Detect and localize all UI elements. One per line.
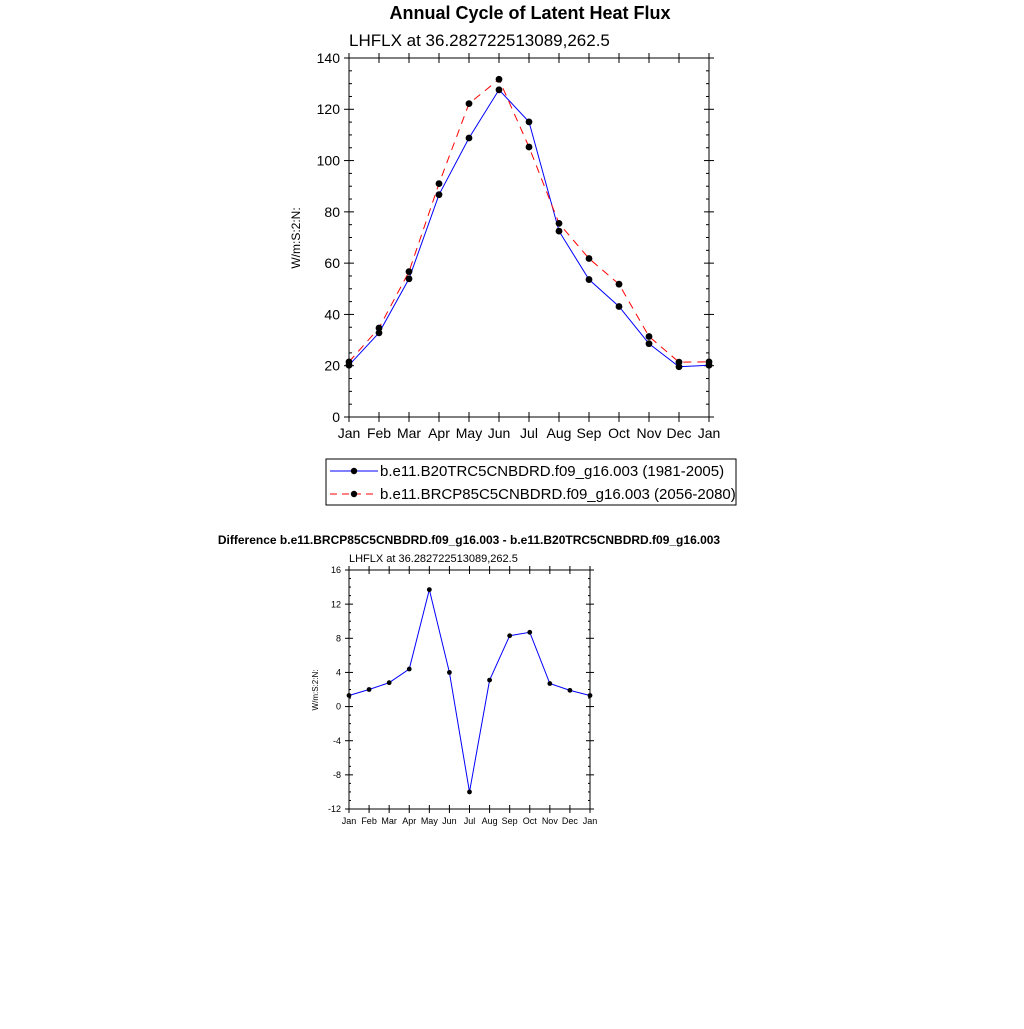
c2-y-tick-label: 4 (335, 667, 341, 678)
chart-difference (218, 533, 721, 826)
c2-series-line-0 (349, 590, 590, 792)
c1-y-tick-label: 0 (332, 408, 340, 425)
chart2-title: Difference b.e11.BRCP85C5CNBDRD.f09_g16.003 - b.e11.B20TRC5CNBDRD.f09_g16.003 (217, 533, 721, 547)
chart2-plot-frame (349, 570, 590, 809)
c1-series-1-point (406, 268, 413, 275)
c1-series-1-point (646, 333, 653, 340)
c1-x-tick-label: May (455, 425, 483, 441)
c2-series-0-point (467, 790, 472, 795)
chart2-series (347, 587, 593, 794)
c2-series-0-point (427, 587, 432, 592)
c2-series-0-point (588, 693, 593, 698)
legend-marker-1 (351, 468, 357, 474)
c1-series-0-point (466, 135, 473, 142)
c2-series-0-point (547, 681, 552, 686)
c2-series-0-point (527, 630, 532, 635)
chart1-y-tick-labels (317, 50, 341, 425)
c2-series-0-point (367, 687, 372, 692)
c2-x-tick-label: Dec (561, 816, 578, 826)
c1-series-1-point (496, 76, 503, 83)
c2-x-tick-label: Sep (501, 816, 518, 826)
c2-series-0-point (447, 670, 452, 675)
legend-label-2: b.e11.BRCP85C5CNBDRD.f09_g16.003 (2056-2080) (380, 486, 736, 503)
c2-y-tick-label: 12 (330, 599, 341, 610)
c1-series-1-point (706, 358, 713, 365)
c1-series-1-point (466, 100, 473, 107)
chart2-x-tick-labels (342, 816, 598, 826)
c2-y-tick-label: -4 (332, 735, 341, 746)
c2-x-tick-label: May (420, 816, 438, 826)
c1-x-tick-label: Jun (487, 425, 511, 441)
chart1-subtitle: LHFLX at 36.282722513089,262.5 (349, 31, 610, 50)
c2-y-tick-label: 16 (330, 565, 341, 576)
c1-series-0-point (586, 276, 593, 283)
c1-series-line-0 (349, 90, 709, 367)
c2-x-tick-label: Nov (541, 816, 558, 826)
c1-x-tick-label: Feb (366, 425, 392, 441)
c1-series-1-point (616, 281, 623, 288)
c2-x-tick-label: Jun (442, 816, 457, 826)
c2-series-0-point (387, 680, 392, 685)
c1-series-0-point (646, 340, 653, 347)
c2-x-tick-label: Mar (381, 816, 397, 826)
c1-series-1-point (436, 180, 443, 187)
c1-y-tick-label: 20 (324, 357, 340, 374)
chart2-y-tick-labels (328, 565, 341, 814)
c1-series-1-point (346, 358, 353, 365)
c1-series-0-point (526, 118, 533, 125)
c1-x-tick-label: Nov (636, 425, 662, 441)
chart2-y-axis-label: W/m:S:2:N: (311, 669, 320, 711)
c1-series-1-point (586, 255, 593, 262)
c2-series-0-point (407, 667, 412, 672)
c2-series-0-point (347, 693, 352, 698)
c1-y-tick-label: 60 (324, 255, 340, 272)
c2-x-tick-label: Jan (582, 816, 598, 826)
c1-x-tick-label: Aug (546, 425, 572, 441)
c1-y-tick-label: 40 (324, 306, 340, 323)
c1-x-tick-label: Sep (576, 425, 602, 441)
c1-series-1-point (526, 144, 533, 151)
chart1-title: Annual Cycle of Latent Heat Flux (389, 3, 671, 23)
chart-annual-cycle (289, 3, 736, 505)
chart1-y-axis-label: W/m:S:2:N: (289, 207, 303, 269)
c2-series-0-point (487, 678, 492, 683)
c1-series-0-point (436, 191, 443, 198)
c1-series-0-point (406, 275, 413, 282)
c1-series-0-point (496, 86, 503, 93)
chart1-series (346, 76, 713, 370)
legend-label-1: b.e11.B20TRC5CNBDRD.f09_g16.003 (1981-2005) (380, 463, 725, 480)
c1-series-0-point (616, 303, 623, 310)
chart1-plot-frame (349, 58, 709, 417)
c2-x-tick-label: Feb (361, 816, 377, 826)
c2-x-tick-label: Oct (522, 816, 537, 826)
c2-series-0-point (507, 633, 512, 638)
c2-y-tick-label: 0 (335, 701, 341, 712)
chart1-legend (326, 459, 736, 505)
c2-y-tick-label: -12 (327, 804, 341, 815)
legend-marker-2 (351, 491, 357, 497)
c1-x-tick-label: Jan (697, 425, 721, 441)
c1-series-1-point (556, 220, 563, 227)
c1-x-tick-label: Apr (428, 425, 450, 441)
c1-series-1-point (676, 359, 683, 366)
c1-x-tick-label: Oct (608, 425, 630, 441)
c2-x-tick-label: Jul (463, 816, 476, 826)
c1-y-tick-label: 80 (324, 203, 340, 220)
c1-x-tick-label: Jan (337, 425, 361, 441)
chart2-ticks (345, 566, 594, 813)
c2-x-tick-label: Jan (341, 816, 357, 826)
chart2-subtitle: LHFLX at 36.282722513089,262.5 (349, 553, 518, 565)
c1-y-tick-label: 100 (316, 152, 340, 169)
c2-y-tick-label: -8 (332, 770, 341, 781)
c1-series-1-point (376, 325, 383, 332)
chart1-x-tick-labels (338, 425, 721, 441)
c1-series-0-point (556, 228, 563, 235)
c1-x-tick-label: Mar (396, 425, 422, 441)
c2-x-tick-label: Apr (402, 816, 417, 826)
c1-y-tick-label: 140 (316, 49, 340, 66)
c2-series-0-point (568, 688, 573, 693)
chart1-ticks (344, 53, 714, 422)
c1-y-tick-label: 120 (316, 101, 340, 118)
c2-y-tick-label: 8 (335, 633, 341, 644)
c1-x-tick-label: Dec (666, 425, 692, 441)
c1-x-tick-label: Jul (520, 425, 538, 441)
c2-x-tick-label: Aug (481, 816, 498, 826)
